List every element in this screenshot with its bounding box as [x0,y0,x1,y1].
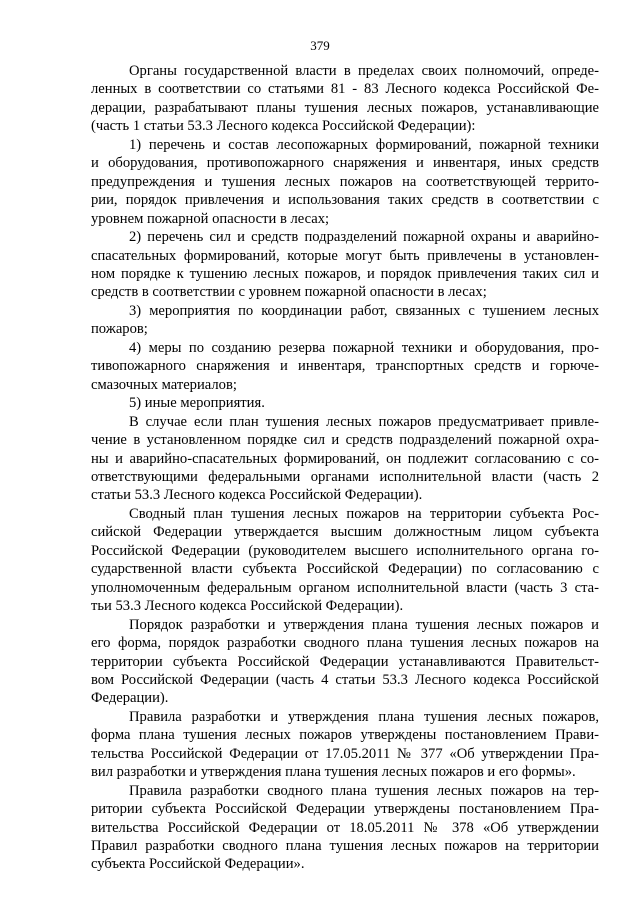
text-line: сударственной власти субъекта Российской Федерации) по согласованию с [91,561,599,578]
text-line: форма плана тушения лесных пожаров утверждены постановлением Прави- [91,727,599,744]
text-line: 1) перечень и состав лесопожарных формирований, пожарной техники [129,136,599,153]
paragraph [91,339,599,394]
text-line: Правила разработки и утверждения плана тушения лесных пожаров, [129,708,599,725]
text-line: чение в установленном порядке сил и средств подразделений пожарной охра- [91,432,599,449]
text-line: тельства Российской Федерации от 17.05.2011 № 377 «Об утверждении Пра- [91,745,599,762]
paragraph [91,616,599,708]
text-line: Порядок разработки и утверждения плана тушения лесных пожаров и [129,616,599,633]
text-line: вительства Российской Федерации от 18.05.2011 № 378 «Об утверждении [91,819,599,836]
text-line: субъекта Российской Федерации». [91,856,305,873]
text-line: предупреждения и тушения лесных пожаров на соответствующей террито- [91,173,599,190]
text-line: смазочных материалов; [91,376,237,393]
paragraph [91,413,599,505]
paragraph [91,136,599,228]
text-line: Правила разработки сводного плана тушения лесных пожаров на тер- [129,782,599,799]
paragraph [91,708,599,782]
text-line: В случае если план тушения лесных пожаров предусматривает привле- [129,413,599,430]
paragraph [91,505,599,616]
text-line: ном порядке к тушению лесных пожаров, и порядок привлечения таких сил и [91,265,599,282]
text-line: сийской Федерации утверждается высшим должностным лицом субъекта [91,524,599,541]
text-line: Органы государственной власти в пределах своих полномочий, опреде- [129,63,599,79]
text-line: дерации, разрабатывают планы тушения лесных пожаров, устанавливающие [91,99,599,116]
text-line: ны и аварийно-спасательных формирований, он подлежит согласованию с со- [91,450,599,467]
text-line: вил разработки и утверждения плана тушения лесных пожаров и его формы». [91,764,576,781]
text-line: ленных в соответствии со статьями 81 - 83 Лесного кодекса Российской Фе- [91,81,599,98]
text-line: ответствующими федеральными органами исполнительной власти (часть 2 [91,468,599,485]
text-line: спасательных формирований, которые могут быть привлечены в установлен- [91,247,599,264]
paragraph [91,302,599,339]
page-number: 379 [310,38,330,53]
text-line: Правил разработки сводного плана тушения лесных пожаров на территории [91,838,599,855]
text-line: Российской Федерации (руководителем высшего исполнительного органа го- [91,542,599,559]
text-line: территории субъекта Российской Федерации устанавливаются Правительст- [91,653,599,670]
text-line: (часть 1 статьи 53.3 Лесного кодекса Российской Федерации): [91,118,476,135]
text-line: пожаров; [91,321,148,338]
text-line: тивопожарного снаряжения и инвентаря, транспортных средств и горюче- [91,358,599,375]
text-line: уровнем пожарной опасности в лесах; [91,210,330,227]
paragraph [91,394,599,412]
text-line: вом Российской Федерации (часть 4 статьи 53.3 Лесного кодекса Российской [91,671,599,688]
text-line: 2) перечень сил и средств подразделений пожарной охраны и аварийно- [129,229,599,246]
text-line: Сводный план тушения лесных пожаров на территории субъекта Рос- [129,505,599,522]
text-line: 3) мероприятия по координации работ, связанных с тушением лесных [129,302,599,319]
text-line: 4) меры по созданию резерва пожарной техники и оборудования, про- [129,339,599,356]
text-line: и оборудования, противопожарного снаряжения и инвентаря, иных средств [91,155,599,172]
text-line: средств в соответствии с уровнем пожарной опасности в лесах; [91,284,487,301]
text-line: уполномоченным федеральным органом исполнительной власти (часть 3 ста- [91,579,599,596]
text-line: рии, порядок привлечения и использования таких средств в соответствии с [91,192,599,209]
document-body [91,62,599,874]
text-line: ритории субъекта Российской Федерации утверждены постановлением Пра- [91,801,599,818]
text-line: 5) иные мероприятия. [129,395,265,412]
text-line: его форма, порядок разработки сводного плана тушения лесных пожаров на [91,635,599,652]
text-line: тьи 53.3 Лесного кодекса Российской Федерации). [91,598,404,615]
text-line: Федерации). [91,690,169,707]
paragraph [91,228,599,302]
paragraph [91,782,599,874]
paragraph [91,62,599,136]
text-line: статьи 53.3 Лесного кодекса Российской Федерации). [91,487,423,504]
